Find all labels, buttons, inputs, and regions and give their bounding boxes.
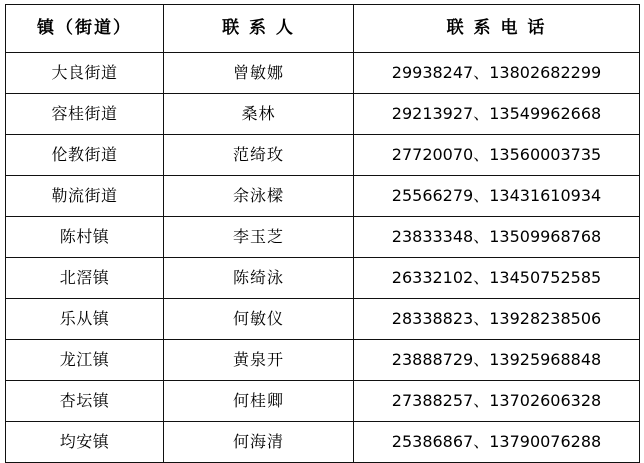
cell-town: 陈村镇 (6, 217, 164, 258)
cell-contact-person: 何桂卿 (164, 381, 354, 422)
cell-contact-phone: 25566279、13431610934 (354, 176, 640, 217)
cell-town: 杏坛镇 (6, 381, 164, 422)
table-row (6, 422, 640, 463)
cell-contact-person: 范绮玫 (164, 135, 354, 176)
cell-contact-person: 曾敏娜 (164, 53, 354, 94)
cell-town: 容桂街道 (6, 94, 164, 135)
cell-contact-phone: 27720070、13560003735 (354, 135, 640, 176)
column-header-contact-person: 联 系 人 (164, 5, 354, 53)
table-row (6, 176, 640, 217)
cell-town: 龙江镇 (6, 340, 164, 381)
cell-contact-person: 黄泉开 (164, 340, 354, 381)
cell-town: 均安镇 (6, 422, 164, 463)
cell-contact-person: 桑林 (164, 94, 354, 135)
cell-contact-person: 陈绮泳 (164, 258, 354, 299)
cell-contact-phone: 23888729、13925968848 (354, 340, 640, 381)
table-row (6, 381, 640, 422)
column-header-town: 镇（街道） (6, 5, 164, 53)
cell-contact-phone: 29938247、13802682299 (354, 53, 640, 94)
table-row (6, 135, 640, 176)
cell-contact-phone: 26332102、13450752585 (354, 258, 640, 299)
table-body (6, 53, 640, 463)
cell-town: 乐从镇 (6, 299, 164, 340)
table-row (6, 94, 640, 135)
cell-contact-person: 余泳樑 (164, 176, 354, 217)
cell-contact-phone: 29213927、13549962668 (354, 94, 640, 135)
cell-town: 伦教街道 (6, 135, 164, 176)
column-header-contact-phone: 联 系 电 话 (354, 5, 640, 53)
cell-town: 北滘镇 (6, 258, 164, 299)
table-header-row (6, 5, 640, 53)
cell-contact-person: 李玉芝 (164, 217, 354, 258)
cell-town: 大良街道 (6, 53, 164, 94)
table-row (6, 258, 640, 299)
table-header (6, 5, 640, 53)
table-row (6, 340, 640, 381)
cell-contact-phone: 27388257、13702606328 (354, 381, 640, 422)
cell-contact-phone: 23833348、13509968768 (354, 217, 640, 258)
cell-contact-phone: 28338823、13928238506 (354, 299, 640, 340)
cell-contact-phone: 25386867、13790076288 (354, 422, 640, 463)
table-row (6, 53, 640, 94)
cell-contact-person: 何敏仪 (164, 299, 354, 340)
contact-table (5, 4, 640, 463)
table-row (6, 217, 640, 258)
cell-town: 勒流街道 (6, 176, 164, 217)
cell-contact-person: 何海清 (164, 422, 354, 463)
table-row (6, 299, 640, 340)
